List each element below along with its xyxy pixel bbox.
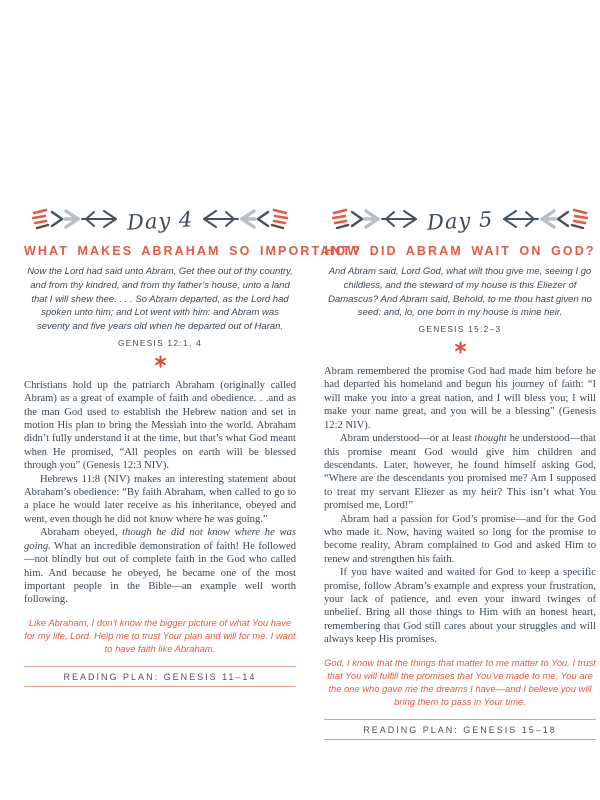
paragraph: Christians hold up the patriarch Abraham (originally called Abram) as a great of example of faith and obedience. . .and as the man God used to establish the Hebrew nation and set in motion His plan to bring the Messiah into the world. Abraham didn’t fully understand it at the time, but that’s what God meant when He promised, “All peoples on earth will be blessed through you” (Genesis 12:3 NIV). <box>24 379 296 472</box>
day-label: Day 4 <box>126 207 194 235</box>
day-label: Day 5 <box>426 207 494 235</box>
paragraph: Abraham obeyed, though he did not know where he was going. What an incredible demonstration of faith! He followed—not blindly but out of complete faith in the God who called him. And because he obeyed, he became one of the most important people in the Bible—an example well worth following. <box>24 527 297 606</box>
paragraph: Hebrews 11:8 (NIV) makes an interesting statement about Abraham’s obedience: “By faith Abraham, when called to go to a place he would later receive as his inheritance, obeyed and went, even though he did not know where he was going.” <box>24 473 296 525</box>
section-divider <box>24 355 296 373</box>
scripture-reference: GENESIS 15:2–3 <box>418 324 502 335</box>
laurel-arrow-icon <box>502 207 588 236</box>
scripture-text: Now the Lord had said unto Abram, Get thee out of thy country, and from thy kindred, and from thy father’s house, unto a land that I will shew thee. . . . So Abram departed, as the Lord had spoken unto him; and Lot went with him: and Abram was seventy and five years old when he departed out of Haran. <box>27 266 293 333</box>
body-text <box>24 379 296 607</box>
paragraph: Abram remembered the promise God had made him before he had departed his homeland and begun his journey of faith: “I will make you into a great nation, and I will bless you; I will make your name great, and you will be a blessing” (Genesis 12:2 NIV). <box>324 366 596 431</box>
paragraph: If you have waited and waited for God to keep a specific promise, follow Abram’s example and express your frustration, your lack of patience, and even your inward twinges of unbelief. Bring all those things to Him with an honest heart, remembering that God still cares about your struggles and will always keep His promises. <box>324 567 596 646</box>
reading-plan: READING PLAN: GENESIS 15–18 <box>324 719 596 740</box>
paragraph: Abram understood—or at least thought he understood—that this promise meant God would give him children and descendants. Later, however, he found himself asking God, “Where are the descendants you promised me? Am I supposed to treat my servant Eliezer as my heir? This isn’t what You promised me, Lord!” <box>324 433 596 512</box>
laurel-arrow-icon <box>202 207 288 236</box>
laurel-arrow-icon <box>332 207 418 236</box>
page-title: WHAT MAKES ABRAHAM SO IMPORTANT? <box>24 244 362 258</box>
scripture-text: And Abram said, Lord God, what wilt thou give me, seeing I go childless, and the steward of my house is this Eliezer of Damascus? And Abram said, Behold, to me thou hast given no seed: and, lo, one born in my house is mine heir. <box>328 266 592 319</box>
paragraph: Abram had a passion for God’s promise—and for the God who made it. Now, having waited so long for the promise to become reality, Abram complained to God and asked Him to renew and strengthen his faith. <box>324 513 596 565</box>
asterisk-flower-icon <box>454 341 467 359</box>
reading-plan: READING PLAN: GENESIS 11–14 <box>24 666 296 687</box>
day-header <box>324 206 596 236</box>
asterisk-flower-icon <box>154 355 167 373</box>
devotional-page-day-4 <box>24 206 362 687</box>
day-header <box>24 206 296 236</box>
scripture-reference: GENESIS 12:1, 4 <box>117 337 203 348</box>
page-title: HOW DID ABRAM WAIT ON GOD? <box>324 244 596 258</box>
section-divider <box>324 341 596 359</box>
prayer-text: Like Abraham, I don’t know the bigger picture of what You have for my life, Lord. Help me to trust Your plan and will for me. I want to have faith like Abraham. <box>24 616 296 655</box>
laurel-arrow-icon <box>32 207 118 236</box>
body-text <box>324 365 596 647</box>
devotional-page-day-5 <box>324 206 596 740</box>
prayer-text: God, I know that the things that matter to me matter to You. I trust that You will fulfill the promises that You’ve made to me. You are the one who gave me the dreams I have—and I believe you will bring them to pass in Your time. <box>324 656 596 708</box>
